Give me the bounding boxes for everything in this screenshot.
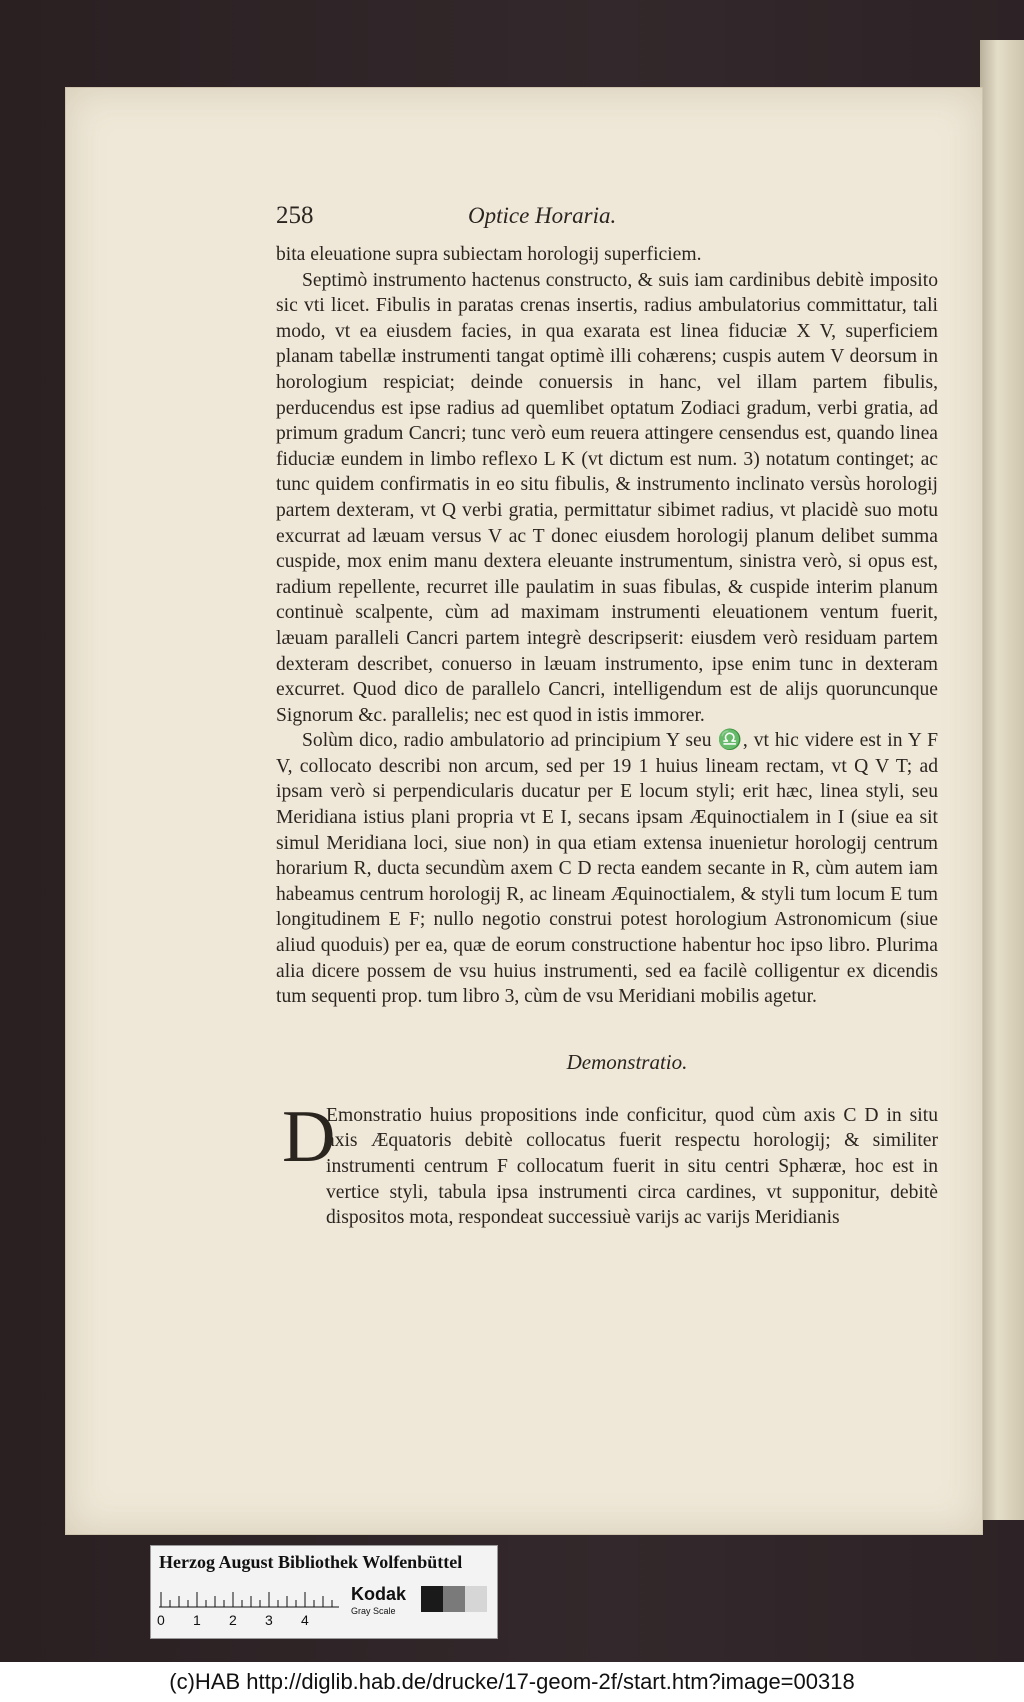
ruler-label-2: 2 (229, 1612, 237, 1628)
page-text-block (276, 202, 938, 1231)
kodak-gray-scale-label: Gray Scale (351, 1606, 396, 1616)
color-calibration-bar (150, 1545, 498, 1639)
ruler-label-0: 0 (157, 1612, 165, 1628)
library-name: Herzog August Bibliothek Wolfenbüttel (159, 1552, 463, 1572)
gray-patch-black (421, 1586, 443, 1612)
facing-page-edge (980, 40, 1024, 1520)
paragraph-continuation: bita eleuatione supra subiectam horologij superficiem. (276, 244, 702, 265)
ruler-label-1: 1 (193, 1612, 201, 1628)
drop-cap: D (282, 1095, 336, 1178)
running-title: Optice Horaria. (468, 203, 617, 228)
demonstratio-paragraph (276, 1095, 938, 1231)
section-heading: Demonstratio. (566, 1049, 688, 1074)
credit-text: (c)HAB http://diglib.hab.de/drucke/17-geom-2f/start.htm?image=00318 (169, 1669, 855, 1694)
gray-patch-light (465, 1586, 487, 1612)
paragraph-septimo: Septimò instrumento hactenus constructo, & suis iam cardinibus debitè imposito sic vti licet. Fibulis in paratas crenas insertis, radius ambulatorius committatur, tali modo, vt ea eiusdem facies, in qua exarata est linea fiduciæ X V, superficiem planam tabellæ instrumenti tangat optimè illi cohærens; cuspis autem V deorsum in horologium respiciat; deinde conuersis in hanc, vel illam partem fibulis, perducendus est ipse radius ad quemlibet optatum Zodiaci gradum, verbi gratia, ad primum gradum Cancri; tunc verò eum reuera attingere censendus est, quando linea fiduciæ eundem in limbo reflexo L K (vt dictum est num. 3) notatum continget; ac tunc quidem confirmatis in eo situ fibulis, & instrumento inclinato versùs horologij partem dexteram, vt Q verbi gratia, permittatur sibimet radius, vt placidè suo motu excurrat ad læuam versus V ac T donec eiusdem horologij planum delibet summa cuspide, mox enim manu dextera eleuante instrumentum, sinistra verò, si opus est, radium repellente, recurret ille paulatim in suas fibulas, & cuspide interim planum continuè scalpente, cùm ad maximam instrumenti eleuationem ventum fuerit, læuam paralleli Cancri partem integrè descripserit: eiusdem verò residuam partem dexteram describet, conuerso in læuam instrumento, ipse enim tunc in dexteram excurret. Quod dico de parallelo Cancri, intelligendum est de alijs quoruncunque Signorum &c. parallelis; nec est quod in istis immorer. (276, 269, 938, 726)
paragraph-solum-dico: Solùm dico, radio ambulatorio ad principium Y seu ♎, vt hic videre est in Y F V, collocato describi non arcum, sed per 19 1 huius lineam rectam, vt Q V T; ad ipsam verò si perpendicularis ducatur per E locum styli; erit hæc, linea styli, seu Meridiana istius plani propria vt E I, secans ipsam Æquinoctialem in I (siue ea sit simul Meridiana loci, siue non) in qua etiam extensa inuenietur horologij centrum horarium R, ducta secundùm axem C D recta eandem secante in R, cùm autem iam habeamus centrum horologij R, ac lineam Æquinoctialem, & styli tum locum E tum longitudinem E F; nullo negotio construi potest horologium Astronomicum (siue aliud quoduis) per ea, quæ de eorum constructione habentur hoc ipso libro. Plurima alia dicere possem de vsu huius instrumenti, sed ea facilè colligentur ex dicendis tum sequenti prop. tum libro 3, cùm de vsu Meridiani mobilis agetur. (276, 730, 938, 1008)
ruler-labels (157, 1612, 347, 1632)
demonstratio-text: Emonstratio huius propositions inde conficitur, quod cùm axis C D in situ axis Æquatoris debitè collocatus fuerit respectu horologij; & similiter instrumenti centrum F collocatum fuerit in situ centri Sphæræ, hoc est in vertice styli, tabula ipsa instrumenti circa cardines, vt supponitur, debitè dispositos mota, respondeat successiuè varijs ac varijs Meridianis (326, 1104, 938, 1229)
ruler-label-4: 4 (301, 1612, 309, 1628)
page-number: 258 (276, 202, 314, 229)
ruler-label-3: 3 (265, 1612, 273, 1628)
gray-patch-mid (443, 1586, 465, 1612)
kodak-logo: Kodak (351, 1584, 407, 1604)
running-head (276, 202, 938, 238)
credit-footer (0, 1662, 1024, 1702)
ruler-icon (159, 1586, 339, 1608)
